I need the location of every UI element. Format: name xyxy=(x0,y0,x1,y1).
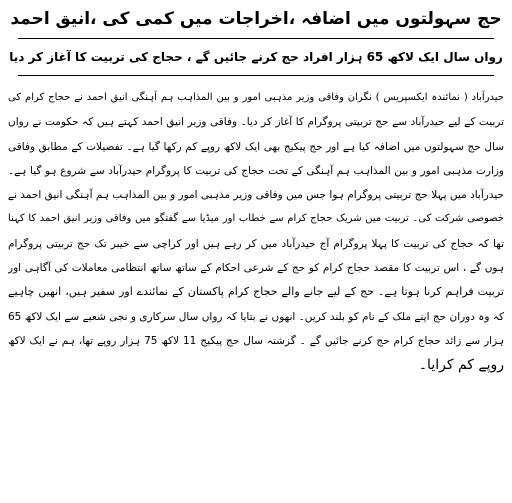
article-body xyxy=(8,86,504,378)
body-line: خصوصی شرکت کی۔ تربیت میں شریک حجاج کرام سے خطاب اور میڈیا سے گفتگو میں وفاقی وزیر انیق احمد کا کہنا xyxy=(8,213,504,225)
body-line: روپے کم کرایا۔ xyxy=(418,357,504,374)
body-line: تربیت فراہم کرنا ہوتا ہے۔ حج کے لیے جانے والے حجاج کرام پاکستان کے نمائندے اور سفیر ہیں، انھیں چاہیے xyxy=(8,285,504,299)
body-line: ہزار سے زائد حجاج کرام حج کرنے جائیں گے ۔ گزشتہ سال حج پیکیج 11 لاکھ 75 ہزار روپے تھا، ہم نے ایک لاکھ xyxy=(8,334,504,347)
body-line: حیدرآباد میں پہلا حج تربیتی پروگرام ہوا جس میں وفاقی وزیر مذہبی امور و بین المذاہب ہم آہنگی انیق احمد نے xyxy=(8,189,504,202)
subheadline-divider xyxy=(18,75,494,76)
body-line: سال حج سہولتوں میں اضافہ کیا ہے اور حج پیکیج بھی ایک لاکھ روپے کم رکھا گیا ہے۔ تفصیلات کے مطابق وفاقی xyxy=(8,140,504,153)
body-line: حیدرآباد ( نمائندہ ایکسپریس ) نگران وفاقی وزیر مذہبی امور و بین المذاہب ہم آہنگی انیق احمد نے حجاج کرام کی xyxy=(8,92,504,103)
body-line: وزارت مذہبی امور و بین المذاہب ہم آہنگی کے تحت حجاج کی تربیت کا پروگرام حیدرآباد سے شروع ہو گیا ہے۔ xyxy=(8,164,504,177)
headline-divider xyxy=(18,38,494,39)
body-line: تربیت کے لیے حیدرآباد سے حج تربیتی پروگرام کا آغاز کر دیا۔ وفاقی وزیر انیق احمد کہتے ہیں کہ حکومت نے رواں xyxy=(8,116,504,129)
article-subheadline: رواں سال ایک لاکھ 65 ہزار افراد حج کرنے جائیں گے ، حجاج کی تربیت کا آغاز کر دیا xyxy=(9,50,503,64)
body-line: تھا کہ حجاج کی تربیت کا پہلا پروگرام آج حیدرآباد میں کر رہے ہیں اور کراچی سے خیبر تک حج تربیتی پروگرام xyxy=(8,237,504,250)
article-headline: حج سہولتوں میں اضافہ ،اخراجات میں کمی کی ،انیق احمد xyxy=(10,9,502,29)
body-line: ہوں گے ، اس تربیت کا مقصد حجاج کرام کو حج کے شرعی احکام کے ساتھ ساتھ انتظامی معاملات کی آگاہی اور xyxy=(8,262,504,275)
body-line: کہ وہ دوران حج اپنے ملک کے نام کو بلند کریں۔ انھوں نے بتایا کہ رواں سال سرکاری و نجی شعبے سے ایک لاکھ 65 xyxy=(8,310,504,323)
